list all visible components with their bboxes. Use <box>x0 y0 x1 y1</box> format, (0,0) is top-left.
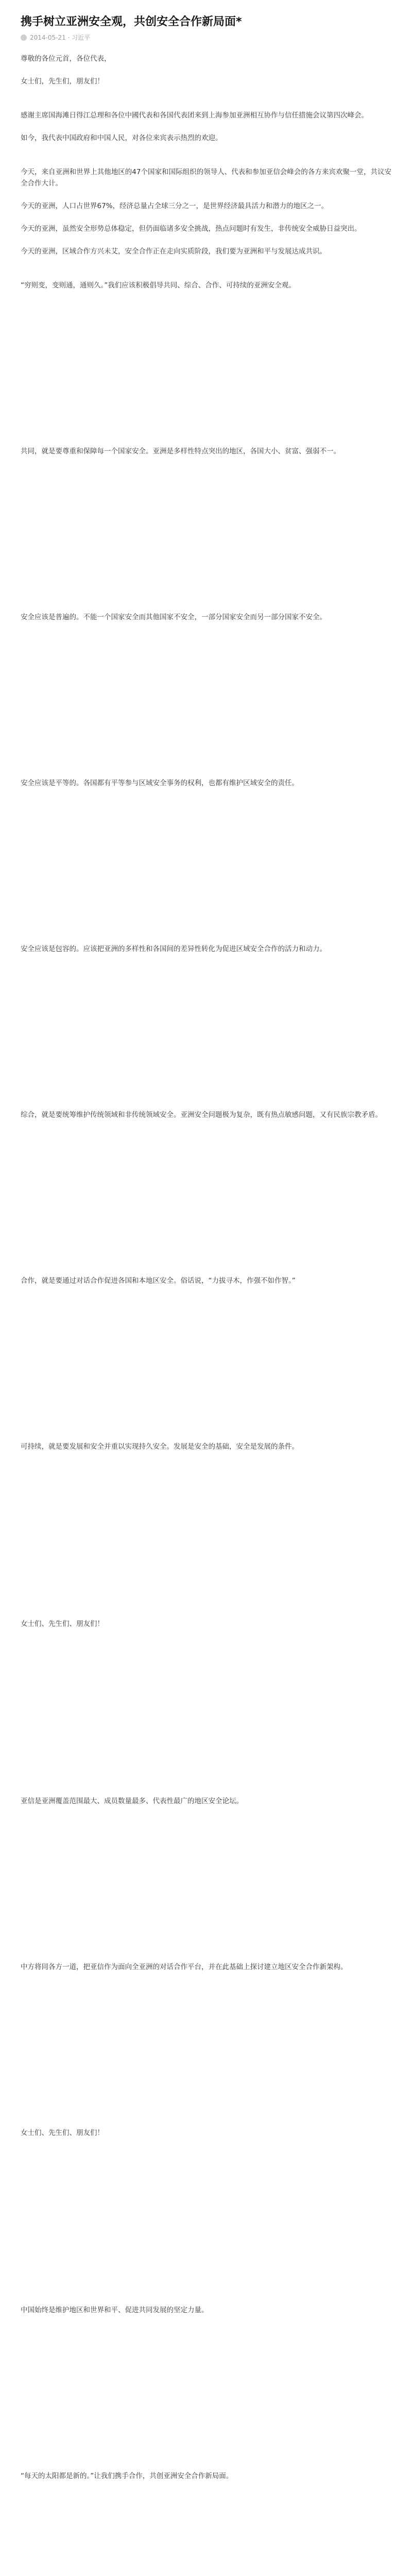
paragraph-spacer <box>21 189 391 200</box>
paragraph: 安全应该是普遍的。不能一个国家安全而其他国家不安全，一部分国家安全而另一部分国家不安全。 <box>21 613 327 621</box>
paragraph: 共同，就是要尊重和保障每一个国家安全。亚洲是多样性特点突出的地区，各国大小、贫富、强弱不一。 <box>21 447 340 455</box>
paragraph: 可持续，就是要发展和安全并重以实现持久安全。发展是安全的基础，安全是发展的条件。 <box>21 1443 299 1451</box>
paragraph: 合作，就是要通过对话合作促进各国和本地区安全。俗话说，“力拔寻木，作强不如作智。” <box>21 1277 296 1285</box>
paragraph-spacer <box>21 1950 391 1961</box>
paragraph-spacer <box>21 600 391 612</box>
paragraph-spacer <box>21 2282 391 2304</box>
paragraph: “穷则变，变则通，通则久。”我们应该积极倡导共同、综合、合作、可持续的亚洲安全观。 <box>21 281 296 290</box>
paragraph: “每天的太阳都是新的。”让我们携手合作，共创亚洲安全合作新局面。 <box>21 2472 233 2480</box>
paragraph: 女士们、先生们、朋友们！ <box>21 2129 104 2137</box>
paragraph: 中国始终是维护地区和世界和平、促进共同发展的坚定力量。 <box>21 2306 209 2314</box>
paragraph: 今天的亚洲，人口占世界67%，经济总量占全球三分之一，是世界经济最具活力和潜力的地区之一。 <box>21 202 329 210</box>
paragraph-spacer <box>21 2459 391 2470</box>
paragraph-spacer <box>21 1430 391 1441</box>
paragraph: 安全应该是包容的。应该把亚洲的多样性和各国间的差异性转化为促进区域安全合作的活力和动力。 <box>21 945 327 953</box>
article-title: 携手树立亚洲安全观，共创安全合作新局面* <box>21 15 242 28</box>
paragraph-spacer <box>21 87 391 110</box>
paragraph-spacer <box>21 234 391 246</box>
article-meta <box>21 33 391 42</box>
paragraph: 女士们、先生们、朋友们！ <box>21 1620 104 1628</box>
paragraph: 女士们，先生们，朋友们！ <box>21 77 104 86</box>
article-meta-text: 2014-05-21 · 习近平 <box>30 34 91 41</box>
paragraph: 今天，来自亚洲和世界上其他地区的47个国家和国际组织的领导人、代表和参加亚信会峰会的各方来宾欢聚一堂，共议安全合作大计。 <box>21 168 391 188</box>
paragraph-spacer <box>21 2116 391 2127</box>
paragraph-spacer <box>21 144 391 166</box>
paragraph: 尊敬的各位元首，各位代表， <box>21 55 111 63</box>
paragraph-spacer <box>21 257 391 280</box>
paragraph-spacer <box>21 1098 391 1109</box>
paragraph: 感谢主席国海滩日得江总理和各位中國代表和各国代表团来到上海参加亚洲相互协作与信任措施会议第四次峰会。 <box>21 111 368 120</box>
paragraph: 如今，我代表中国政府和中国人民，对各位来宾表示热烈的欢迎。 <box>21 134 222 142</box>
paragraph: 安全应该是平等的。各国都有平等参与区域安全事务的权利，也都有维护区域安全的责任。 <box>21 779 299 787</box>
paragraph: 中方将同各方一道，把亚信作为面向全亚洲的对话合作平台，并在此基础上探讨建立地区安全合作新架构。 <box>21 1963 348 1971</box>
paragraph-spacer <box>21 212 391 223</box>
paragraph-spacer <box>21 1264 391 1275</box>
paragraph-spacer <box>21 932 391 943</box>
paragraph-spacer <box>21 1773 391 1795</box>
paragraph: 今天的亚洲，区域合作方兴未艾，安全合作正在走向实质阶段，我们要为亚洲和平与发展达成共识。 <box>21 247 327 256</box>
paragraph-spacer <box>21 121 391 132</box>
clock-icon <box>21 35 27 41</box>
paragraph-spacer <box>21 64 391 76</box>
paragraph-spacer <box>21 1596 391 1618</box>
paragraph: 亚信是亚洲覆盖范围最大、成员数量最多、代表性最广的地区安全论坛。 <box>21 1797 243 1805</box>
paragraph-spacer <box>21 766 391 777</box>
paragraph: 今天的亚洲，虽然安全形势总体稳定，但仍面临诸多安全挑战，热点问题时有发生，非传统安全威胁日益突出。 <box>21 225 362 233</box>
article-body <box>21 53 391 2576</box>
paragraph-spacer <box>21 434 391 446</box>
paragraph: 综合，就是要统筹维护传统领域和非传统领域安全。亚洲安全问题极为复杂，既有热点敏感问题，又有民族宗教矛盾。 <box>21 1111 382 1119</box>
